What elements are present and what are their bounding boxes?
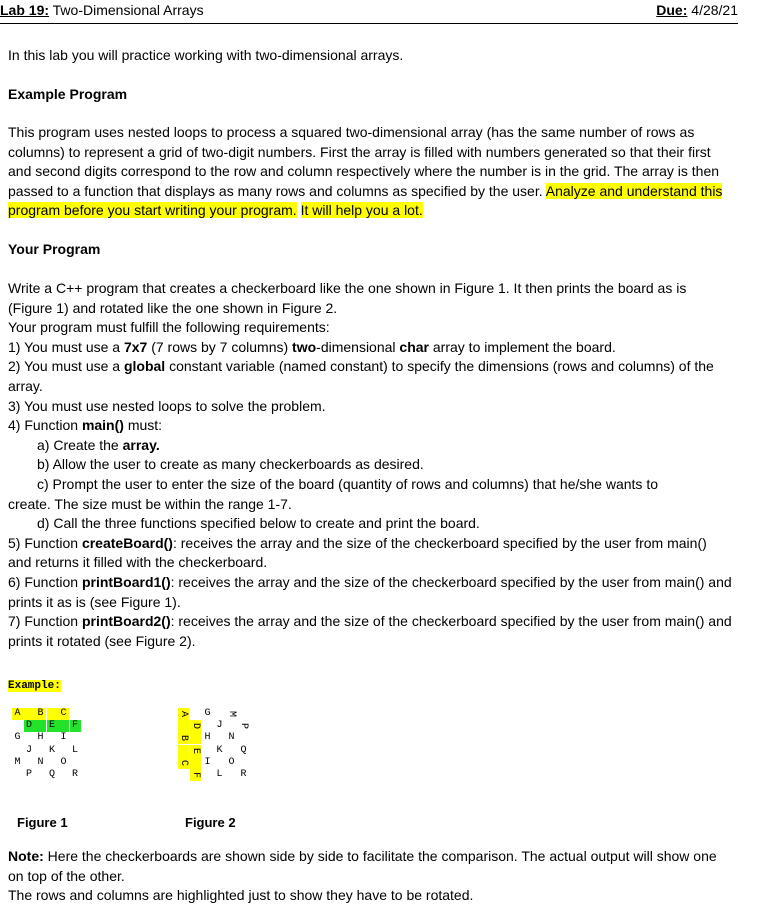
figure-2-letter-n: N bbox=[228, 732, 235, 744]
figure-2-cell-j bbox=[214, 720, 225, 732]
figure-2-checkerboard bbox=[178, 708, 278, 808]
figure-2-letter-k: K bbox=[216, 744, 223, 756]
figure-1-letter-f: F bbox=[71, 720, 78, 732]
figure-1-cell-blank bbox=[58, 720, 69, 732]
figure-1-letter-q: Q bbox=[48, 769, 55, 780]
highlight-help: It will help you a lot. bbox=[300, 202, 423, 219]
requirement-2: 2) You must use a global constant variable (named constant) to specify the dimensions (rows and columns) of the array. bbox=[8, 358, 714, 394]
figure-2-label: Figure 2 bbox=[185, 815, 236, 830]
your-program-paragraph: Write a C++ program that creates a checkerboard like the one shown in Figure 1. It then prints the board as is (Figure 1) and rotated like the one shown in Figure 2. Your program must fulfill the following requirements: 1) You must use a 7x7 (7 rows by 7 columns) two-dimensional char array to implement the board. 2) You must use a global constant variable (named constant) to specify the dimensions (rows and columns) of the array. 3) You must use nested loops to solve the problem. 4) Function main() must: a) Create the array. b) Allow the user to create as many checkerboards as desired. c) Prompt the user to enter the size of the board (quantity of rows and columns) that he/she wants to create. The size must be within the range 1-7. d) Call the three functions specified below to create and print the board. 5) Function createBoard(): receives the array and the size of the checkerboard specified by the user from main() and returns it filled with the checkerboard. 6) Function printBoard1(): receives the array and the size of the checkerboard specified by the user from main() and prints it as is (see Figure 1). 7) Function printBoard2(): receives the array and the size of the checkerboard specified by the user from main() and prints it rotated (see Figure 2). bbox=[8, 279, 732, 651]
figure-2-letter-l: L bbox=[216, 769, 223, 780]
figure-2-letter-p: P bbox=[238, 723, 250, 730]
figure-2-cell-m bbox=[226, 708, 237, 720]
intro-text: In this lab you will practice working with two-dimensional arrays. bbox=[8, 47, 404, 63]
figure-1-letter-b: B bbox=[37, 708, 44, 719]
figure-2-cell-k bbox=[214, 745, 225, 757]
figure-2-cell-r bbox=[238, 769, 249, 781]
figure-2-cell-g bbox=[202, 708, 213, 720]
figure-2-letter-i: I bbox=[204, 756, 211, 768]
figure-2-letter-a: A bbox=[178, 710, 190, 718]
figure-1-letter-m: M bbox=[14, 756, 21, 768]
figure-1-cell-blank bbox=[35, 720, 46, 732]
figure-2-cell-blank bbox=[190, 732, 201, 744]
figure-1-letter-o: O bbox=[60, 756, 67, 768]
page-header bbox=[0, 2, 738, 22]
header-rule bbox=[0, 23, 738, 24]
figure-1-label: Figure 1 bbox=[17, 815, 68, 830]
figure-1-cell-a bbox=[12, 708, 23, 720]
figure-1-letter-i: I bbox=[60, 732, 67, 744]
example-paragraph: This program uses nested loops to process a squared two-dimensional array (has the same number of rows as columns) to represent a grid of two-digit numbers. First the array is filled with numbers generated so that their first and second digits correspond to the row and column respectively where the number is in the grid. The array is then passed to a function that displays as many rows and columns as specified by the user. Analyze and understand this program before you start writing your program. It will help you a lot. bbox=[8, 124, 723, 219]
your-program-heading: Your Program bbox=[8, 241, 101, 257]
requirements-intro: Your program must fulfill the following requirements: bbox=[8, 319, 330, 336]
figure-1-letter-l: L bbox=[71, 744, 78, 756]
figure-2-cell-i bbox=[202, 757, 213, 769]
requirement-1: 1) You must use a 7x7 (7 rows by 7 columns) two-dimensional char array to implement the board. bbox=[8, 338, 616, 355]
figure-1-letter-c: C bbox=[60, 708, 67, 719]
requirement-6: 6) Function printBoard1(): receives the array and the size of the checkerboard specified by the user from main() and prints it as is (see Figure 1). bbox=[8, 573, 732, 610]
figure-2-cell-d bbox=[190, 720, 201, 732]
figure-2-cell-o bbox=[226, 757, 237, 769]
figure-1-cell-blank bbox=[47, 708, 58, 720]
figure-2-cell-c bbox=[178, 757, 189, 769]
figure-1-cell-blank bbox=[24, 708, 35, 720]
figure-1-cell-d bbox=[24, 720, 35, 732]
figure-2-letter-c: C bbox=[178, 759, 190, 766]
figure-2-letter-m: M bbox=[226, 710, 238, 718]
figure-2-letter-e: E bbox=[190, 747, 202, 754]
figure-1-letter-g: G bbox=[14, 732, 21, 744]
figure-1-cell-j bbox=[24, 745, 35, 757]
figure-1-letter-d: D bbox=[25, 720, 32, 732]
figure-1-cell-k bbox=[47, 745, 58, 757]
figure-2-cell-p bbox=[238, 720, 249, 732]
figure-2-letter-g: G bbox=[204, 708, 211, 719]
figure-1-cell-g bbox=[12, 732, 23, 744]
figure-1-letter-p: P bbox=[25, 769, 32, 780]
figure-1-letter-e: E bbox=[48, 720, 55, 732]
figure-1-checkerboard bbox=[12, 708, 112, 808]
requirement-4: 4) Function main() must: bbox=[8, 417, 163, 434]
figure-1-cell-b bbox=[35, 708, 46, 720]
figure-1-letter-h: H bbox=[37, 732, 44, 744]
figure-1-letter-j: J bbox=[25, 744, 32, 756]
requirement-7: 7) Function printBoard2(): receives the array and the size of the checkerboard specified by the user from main() and prints it rotated (see Figure 2). bbox=[8, 613, 732, 649]
figure-1-cell-i bbox=[58, 732, 69, 744]
figure-2-letter-j: J bbox=[216, 720, 223, 732]
figure-2-cell-blank bbox=[190, 757, 201, 769]
figure-1-cell-c bbox=[58, 708, 69, 720]
note-highlight-explanation: The rows and columns are highlighted just to show they have to be rotated. bbox=[8, 887, 474, 904]
figure-1-letter-a: A bbox=[14, 708, 21, 719]
figure-2-letter-r: R bbox=[240, 769, 247, 780]
requirement-3: 3) You must use nested loops to solve the problem. bbox=[8, 397, 326, 414]
figure-1-letter-k: K bbox=[48, 744, 55, 756]
figure-1-cell-m bbox=[12, 757, 23, 769]
example-heading: Example Program bbox=[8, 86, 128, 102]
figure-1-cell-n bbox=[35, 757, 46, 769]
highlight-analyze: Analyze and understand this program before you start writing your program. bbox=[8, 182, 723, 219]
due-date: Due: 4/28/21 bbox=[656, 2, 738, 18]
example-label: Example: bbox=[8, 680, 61, 692]
figure-1-letter-n: N bbox=[37, 756, 44, 768]
figure-2-cell-n bbox=[226, 732, 237, 744]
figure-2-cell-blank bbox=[178, 720, 189, 732]
requirement-4d: d) Call the three functions specified below to create and print the board. bbox=[37, 515, 480, 532]
figure-2-cell-l bbox=[214, 769, 225, 781]
figure-1-letter-r: R bbox=[71, 769, 78, 780]
lab-title: Lab 19: Two-Dimensional Arrays bbox=[0, 2, 204, 18]
figure-2-cell-e bbox=[190, 745, 201, 757]
figure-1-cell-f bbox=[70, 720, 81, 732]
figure-1-cell-p bbox=[24, 769, 35, 781]
figure-2-letter-f: F bbox=[190, 771, 202, 779]
figure-1-cell-l bbox=[70, 745, 81, 757]
figure-1-cell-r bbox=[70, 769, 81, 781]
requirement-5: 5) Function createBoard(): receives the array and the size of the checkerboard specified by the user from main() and returns it filled with the checkerboard. bbox=[8, 534, 707, 571]
figure-2-cell-q bbox=[238, 745, 249, 757]
requirement-4b: b) Allow the user to create as many checkerboards as desired. bbox=[37, 456, 424, 473]
figure-2-cell-h bbox=[202, 732, 213, 744]
figure-1-cell-o bbox=[58, 757, 69, 769]
figure-1-cell-e bbox=[47, 720, 58, 732]
figure-2-letter-h: H bbox=[204, 732, 211, 744]
figure-2-letter-o: O bbox=[228, 756, 235, 768]
figure-2-cell-b bbox=[178, 732, 189, 744]
figure-1-cell-h bbox=[35, 732, 46, 744]
figure-2-cell-blank bbox=[178, 745, 189, 757]
figure-2-letter-d: D bbox=[190, 723, 202, 730]
figure-1-cell-q bbox=[47, 769, 58, 781]
requirement-4c: c) Prompt the user to enter the size of the board (quantity of rows and columns) that he/she wants to create. The size must be within the range 1-7. bbox=[8, 475, 658, 512]
note-paragraph: Note: Here the checkerboards are shown side by side to facilitate the comparison. The actual output will show one on top of the other. The rows and columns are highlighted just to show they have to be rotated. bbox=[8, 847, 732, 906]
requirement-4a: a) Create the array. bbox=[37, 436, 160, 453]
figure-2-letter-b: B bbox=[178, 735, 190, 742]
figure-2-cell-a bbox=[178, 708, 189, 720]
figure-2-letter-q: Q bbox=[240, 744, 247, 756]
figure-2-cell-f bbox=[190, 769, 201, 781]
